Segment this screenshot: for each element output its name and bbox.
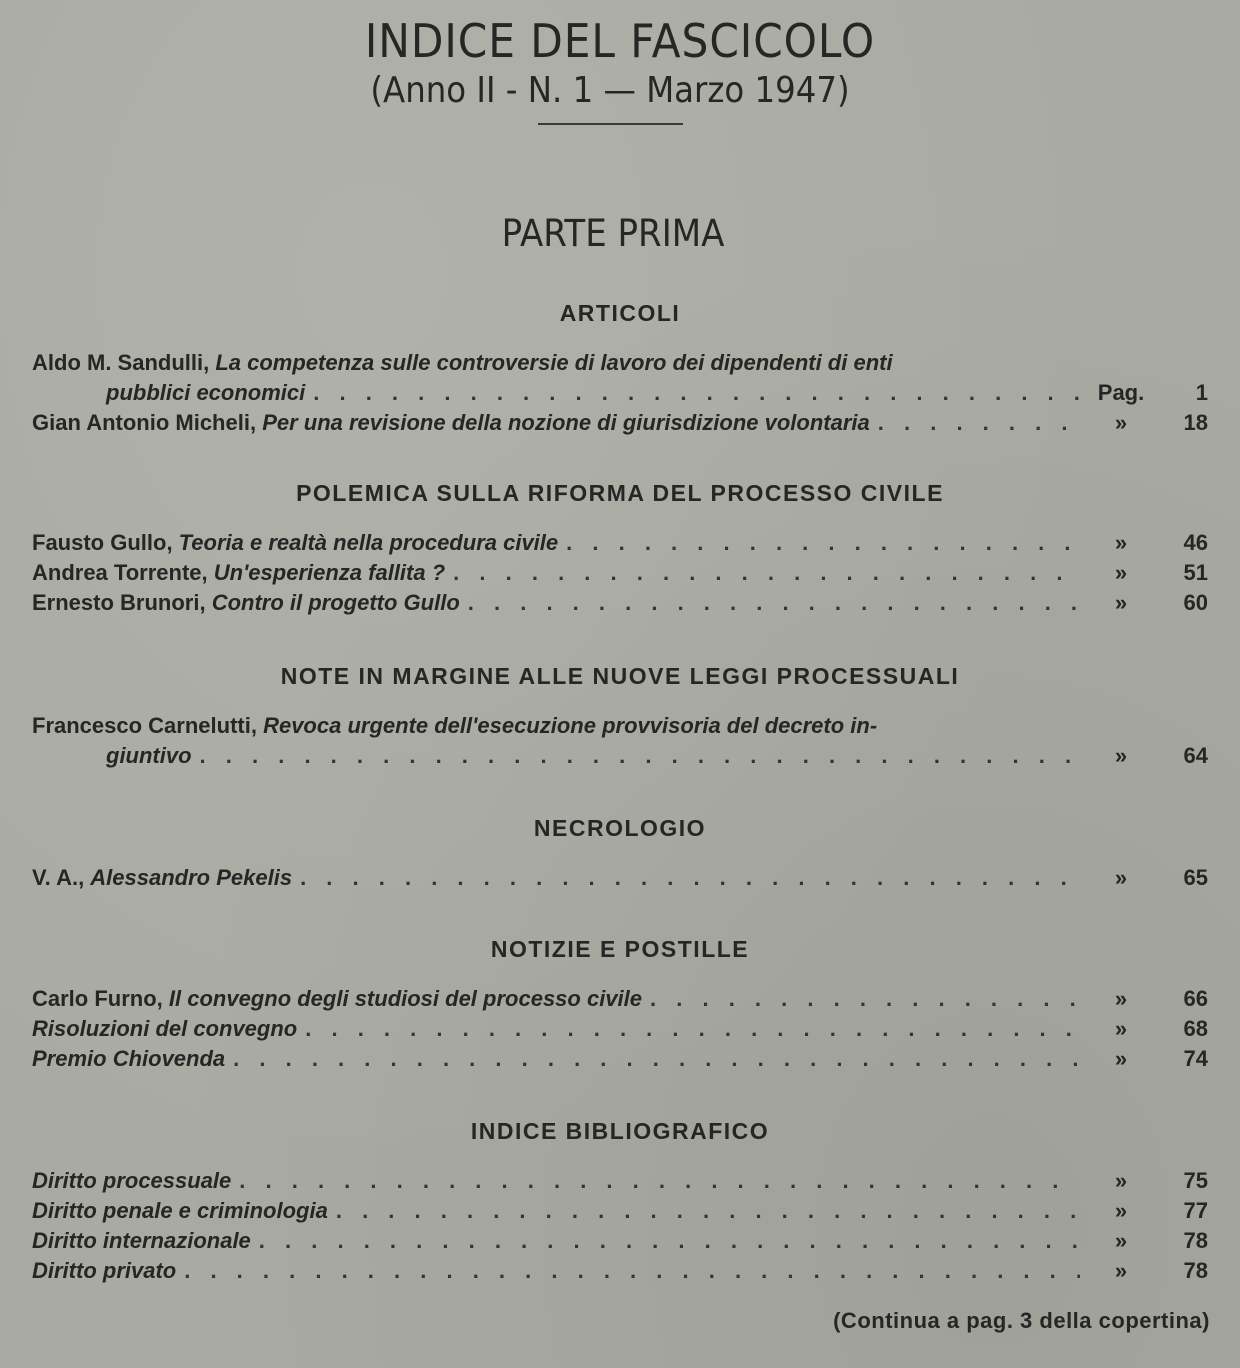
entry-author: Francesco Carnelutti, <box>32 713 264 738</box>
page-number: 78 <box>1183 1228 1208 1253</box>
toc-entry <box>32 410 1208 440</box>
entry-text <box>32 1168 231 1194</box>
toc-entry-continuation <box>32 380 1208 410</box>
entry-title: Revoca urgente dell'esecuzione provvisoria del decreto in- <box>263 713 878 738</box>
entry-text <box>32 713 877 739</box>
entry-text <box>106 380 305 406</box>
entry-text <box>106 743 192 769</box>
issue-subtitle: (Anno II - N. 1 — Marzo 1947) <box>370 70 850 111</box>
toc-entry <box>32 590 1208 620</box>
toc-entry <box>32 1198 1208 1228</box>
dot-leader <box>200 743 1080 769</box>
entry-title: Contro il progetto Gullo <box>211 590 460 615</box>
entry-author: Fausto Gullo, <box>32 530 179 555</box>
dot-leader <box>336 1198 1080 1224</box>
page-marker: » <box>1114 1228 1128 1253</box>
page-number: 68 <box>1183 1016 1208 1041</box>
toc-entry <box>32 1258 1208 1288</box>
page-marker: » <box>1114 530 1128 555</box>
entry-text <box>32 350 893 376</box>
page-marker: » <box>1114 1046 1128 1071</box>
page-marker: » <box>1114 743 1128 768</box>
entry-author: Carlo Furno, <box>32 986 169 1011</box>
entry-title: Il convegno degli studiosi del processo civile <box>168 986 643 1011</box>
page-marker: » <box>1114 590 1128 615</box>
section-heading: INDICE BIBLIOGRAFICO <box>470 1118 770 1144</box>
toc-entry <box>32 865 1208 895</box>
page-number: 64 <box>1183 743 1208 768</box>
page-marker: » <box>1114 986 1128 1011</box>
toc-entry <box>32 1168 1208 1198</box>
entry-title: Risoluzioni del convegno <box>32 1016 298 1041</box>
page-number: 75 <box>1183 1168 1208 1193</box>
page-number: 1 <box>1195 380 1208 405</box>
entry-text <box>32 530 558 556</box>
dot-leader <box>184 1258 1080 1284</box>
entry-text <box>32 410 870 436</box>
page-marker: » <box>1114 560 1128 585</box>
dot-leader <box>468 590 1080 616</box>
toc-entry <box>32 1228 1208 1258</box>
dot-leader <box>233 1046 1080 1072</box>
index-title: INDICE DEL FASCICOLO <box>364 14 876 68</box>
page-number: 77 <box>1183 1198 1208 1223</box>
entry-title: Teoria e realtà nella procedura civile <box>178 530 559 555</box>
toc-section <box>32 663 1208 773</box>
dot-leader <box>300 865 1080 891</box>
entry-author: V. A., <box>32 865 91 890</box>
entry-text <box>32 1228 251 1254</box>
entry-text <box>32 986 642 1012</box>
page-number: 74 <box>1183 1046 1208 1071</box>
entry-title: Diritto processuale <box>32 1168 232 1193</box>
continuation-note: (Continua a pag. 3 della copertina) <box>833 1308 1210 1333</box>
entry-title: Un'esperienza fallita ? <box>213 560 446 585</box>
page-number: 46 <box>1183 530 1208 555</box>
toc-section <box>32 480 1208 620</box>
toc-entry-continuation <box>32 743 1208 773</box>
entry-author: Andrea Torrente, <box>32 560 214 585</box>
section-heading: NOTE IN MARGINE ALLE NUOVE LEGGI PROCESSUALI <box>280 663 960 689</box>
entry-text <box>32 1016 297 1042</box>
page-number: 66 <box>1183 986 1208 1011</box>
section-heading: POLEMICA SULLA RIFORMA DEL PROCESSO CIVILE <box>296 480 944 506</box>
page-marker: » <box>1114 1198 1128 1223</box>
entry-title-continuation: giuntivo <box>106 743 192 768</box>
toc-section <box>32 300 1208 440</box>
entry-title-continuation: pubblici economici <box>106 380 306 405</box>
title-divider <box>538 123 683 125</box>
dot-leader <box>453 560 1080 586</box>
dot-leader <box>239 1168 1080 1194</box>
entry-title: La competenza sulle controversie di lavoro dei dipendenti di enti <box>215 350 893 375</box>
entry-text <box>32 560 445 586</box>
page-number: 65 <box>1183 865 1208 890</box>
entry-text <box>32 1198 328 1224</box>
page-number: 78 <box>1183 1258 1208 1283</box>
entry-text <box>32 865 292 891</box>
part-heading: PARTE PRIMA <box>501 212 725 255</box>
toc-entry <box>32 350 1208 380</box>
toc-entry <box>32 530 1208 560</box>
entry-text <box>32 1258 176 1284</box>
section-heading: ARTICOLI <box>559 300 681 326</box>
entry-author: Gian Antonio Micheli, <box>32 410 263 435</box>
page-marker: » <box>1114 1258 1128 1283</box>
entry-author: Aldo M. Sandulli, <box>32 350 216 375</box>
toc-entry <box>32 986 1208 1016</box>
entry-text <box>32 590 460 616</box>
entry-title: Diritto internazionale <box>32 1228 251 1253</box>
entry-text <box>32 1046 225 1072</box>
section-heading: NECROLOGIO <box>533 815 707 841</box>
page-number: 18 <box>1183 410 1208 435</box>
page-marker: » <box>1114 1016 1128 1041</box>
page-marker: » <box>1114 410 1128 435</box>
entry-title: Diritto penale e criminologia <box>32 1198 328 1223</box>
page-number: 51 <box>1183 560 1208 585</box>
dot-leader <box>305 1016 1080 1042</box>
entry-title: Premio Chiovenda <box>32 1046 226 1071</box>
dot-leader <box>259 1228 1080 1254</box>
entry-title: Alessandro Pekelis <box>90 865 293 890</box>
dot-leader <box>650 986 1080 1012</box>
toc-entry <box>32 1016 1208 1046</box>
entry-title: Per una revisione della nozione di giurisdizione volontaria <box>262 410 870 435</box>
page-marker: Pag. <box>1097 380 1145 405</box>
page-number: 60 <box>1183 590 1208 615</box>
dot-leader <box>566 530 1080 556</box>
page-marker: » <box>1114 865 1128 890</box>
toc-section <box>32 815 1208 895</box>
dot-leader <box>313 380 1080 406</box>
section-heading: NOTIZIE E POSTILLE <box>490 936 750 962</box>
toc-section <box>32 1118 1208 1288</box>
entry-title: Diritto privato <box>32 1258 177 1283</box>
toc-entry <box>32 560 1208 590</box>
entry-author: Ernesto Brunori, <box>32 590 212 615</box>
toc-entry <box>32 1046 1208 1076</box>
dot-leader <box>878 410 1080 436</box>
toc-section <box>32 936 1208 1076</box>
page-marker: » <box>1114 1168 1128 1193</box>
toc-entry <box>32 713 1208 743</box>
